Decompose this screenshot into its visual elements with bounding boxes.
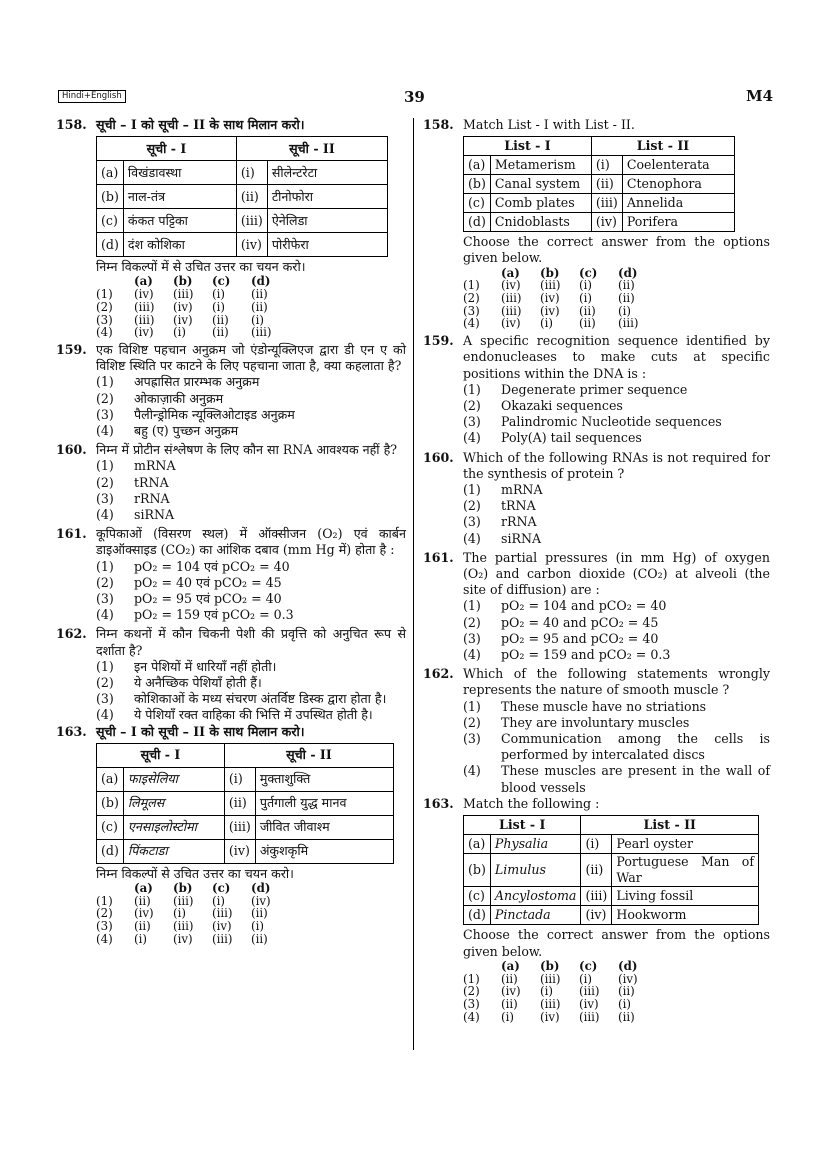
answer-row[interactable]: (3) (ii) (iii) (iv) (i) xyxy=(96,919,264,934)
answer-options: (a) (b) (c) (d) (1) (iv) (iii) (i) (ii) (2) (iii) (iv) (i) (ii) (3) (iii) (iv) (ii) (i) (4) (iv) (i) (ii) (iii) xyxy=(463,267,657,331)
option-1[interactable]: (1) mRNA xyxy=(463,481,543,497)
match-table xyxy=(96,743,394,864)
answer-row[interactable]: (2) (iii) (iv) (i) (ii) xyxy=(463,291,635,306)
list-1-header: सूची - I xyxy=(97,743,225,767)
question-stem: निम्न में प्रोटीन संश्लेषण के लिए कौन सा RNA आवश्यक नहीं है? xyxy=(96,442,398,458)
question-number: 158. xyxy=(56,117,87,132)
option-1[interactable]: (1) Degenerate primer sequence xyxy=(463,381,688,397)
list-2-header: सूची - II xyxy=(224,743,393,767)
table-row: (d) पिंकटाडा (iv) अंकुशकृमि xyxy=(97,839,394,863)
answer-row[interactable]: (1) (ii) (iii) (i) (iv) xyxy=(96,893,271,908)
list-1-header: सूची - I xyxy=(97,137,237,161)
option-2[interactable]: (2) pO₂ = 40 and pCO₂ = 45 xyxy=(463,614,659,630)
question-163-hindi: 163. सूची – I को सूची – II के साथ मिलान करो। सूची - I सूची - II (a) फाइसेलिया (i) मुक्ताशुक्ति (b) लिमूलस (ii) पुर्तगाली युद्ध मानव (c) एनसाइलोस्टोमा (iii) जीवित जीवाश्म (d) पिंकटाडा (iv) अंकुशकृमि निम्न विकल्पों से उचित उत्तर का चयन करो। (a) (b) (c) (d) (1) (ii) (iii) (i) (iv) (2) (iv) (i) (iii) (ii) (3) (ii) (iii) (iv) (i) (4) (i) (iv) (iii) (ii) xyxy=(56,724,406,946)
answer-row[interactable]: (3) (iii) (iv) (ii) (i) xyxy=(96,312,264,327)
table-row: (b) Limulus (ii) Portuguese Man of War xyxy=(464,854,759,887)
question-161-hindi: 161. कूपिकाओं (विसरण स्थल) में ऑक्सीजन (O₂) एवं कार्बन डाइऑक्साइड (CO₂) का आंशिक दबाव (mm Hg में) होता है : (1) pO₂ = 104 एवं pCO₂ = 40 (2) pO₂ = 40 एवं pCO₂ = 45 (3) pO₂ = 95 एवं pCO₂ = 40 (4) pO₂ = 159 एवं pCO₂ = 0.3 xyxy=(56,526,406,623)
list-2-header: List - II xyxy=(591,137,734,156)
answer-row[interactable]: (4) (iv) (i) (ii) (iii) xyxy=(96,325,272,340)
question-stem: एक विशिष्ट पहचान अनुक्रम जो एंडोन्यूक्लिएज द्वारा डी एन ए को विशिष्ट स्थिति पर काटने के लिए पहचाना जाता है, क्या कहलाता है? xyxy=(96,341,406,374)
question-162-english: 162. Which of the following statements wrongly represents the nature of smooth muscle ? (1) These muscle have no striations (2) They are involuntary muscles (3) Communication among the cells is performed by intercalated discs (4) These muscles are present in the wall of blood vessels xyxy=(423,666,770,795)
option-3[interactable]: (3) पैलीन्ड्रोमिक न्यूक्लिओटाइड अनुक्रम xyxy=(96,406,295,422)
table-row: (c) Comb plates (iii) Annelida xyxy=(464,194,735,213)
table-row: (c) Ancylostoma (iii) Living fossil xyxy=(464,887,759,906)
choose-instruction: Choose the correct answer from the options given below. xyxy=(463,927,770,959)
question-159-hindi: 159. एक विशिष्ट पहचान अनुक्रम जो एंडोन्यूक्लिएज द्वारा डी एन ए को विशिष्ट स्थिति पर काटने के लिए पहचाना जाता है, क्या कहलाता है? (1) अपह्रासित प्रारम्भक अनुक्रम (2) ओकाज़ाकी अनुक्रम (3) पैलीन्ड्रोमिक न्यूक्लिओटाइड अनुक्रम (4) बहु (ए) पुच्छन अनुक्रम xyxy=(56,341,406,438)
answer-row[interactable]: (1) (iv) (iii) (i) (ii) xyxy=(463,278,635,293)
option-2[interactable]: (2) ओकाज़ाकी अनुक्रम xyxy=(96,390,224,406)
option-4[interactable]: (4) siRNA xyxy=(463,530,542,546)
question-stem: A specific recognition sequence identified by endonucleases to make cuts at specific positions within the DNA is : xyxy=(463,333,770,381)
answer-row[interactable]: (4) (i) (iv) (iii) (ii) xyxy=(96,931,268,946)
page-number: 39 xyxy=(404,88,425,106)
match-table xyxy=(96,136,388,257)
option-3[interactable]: (3) rRNA xyxy=(463,514,537,530)
question-stem: Which of the following RNAs is not required for the synthesis of protein ? xyxy=(463,449,770,481)
question-160-hindi: 160. निम्न में प्रोटीन संश्लेषण के लिए कौन सा RNA आवश्यक नहीं है? (1) mRNA (2) tRNA (3) rRNA (4) siRNA xyxy=(56,442,406,523)
table-row: (b) Canal system (ii) Ctenophora xyxy=(464,175,735,194)
question-stem: निम्न कथनों में कौन चिकनी पेशी की प्रवृत्ति को अनुचित रूप से दर्शाता है? xyxy=(96,626,406,658)
question-stem: कूपिकाओं (विसरण स्थल) में ऑक्सीजन (O₂) एवं कार्बन डाइऑक्साइड (CO₂) का आंशिक दबाव (mm Hg में) होता है : xyxy=(96,526,406,558)
table-row: (b) नाल-तंत्र (ii) टीनोफोरा xyxy=(97,185,388,209)
option-3[interactable]: (3) pO₂ = 95 and pCO₂ = 40 xyxy=(463,630,659,646)
option-2[interactable]: (2) tRNA xyxy=(463,498,536,514)
table-row: (d) Pinctada (iv) Hookworm xyxy=(464,906,759,925)
list-1-header: List - I xyxy=(464,137,592,156)
answer-options: (a) (b) (c) (d) (1) (ii) (iii) (i) (iv) (2) (iv) (i) (iii) (ii) (3) (ii) (iii) (iv) (i) (4) (i) (iv) (iii) (ii) xyxy=(463,960,657,1024)
question-161-english: 161. The partial pressures (in mm Hg) of oxygen (O₂) and carbon dioxide (CO₂) at alveoli (the site of diffusion) are : (1) pO₂ = 104 and pCO₂ = 40 (2) pO₂ = 40 and pCO₂ = 45 (3) pO₂ = 95 and pCO₂ = 40 (4) pO₂ = 159 and pCO₂ = 0.3 xyxy=(423,549,770,662)
answer-row[interactable]: (4) (iv) (i) (ii) (iii) xyxy=(463,316,639,331)
option-2[interactable]: (2) They are involuntary muscles xyxy=(463,714,690,730)
language-tag: Hindi+English xyxy=(58,90,126,103)
list-1-header: List - I xyxy=(464,816,581,835)
option-3[interactable]: (3) pO₂ = 95 एवं pCO₂ = 40 xyxy=(96,590,282,606)
option-1[interactable]: (1) These muscle have no striations xyxy=(463,698,707,714)
option-1[interactable]: (1) mRNA xyxy=(96,458,176,474)
answer-row[interactable]: (2) (iv) (i) (iii) (ii) xyxy=(463,984,635,999)
option-1[interactable]: (1) pO₂ = 104 and pCO₂ = 40 xyxy=(463,598,667,614)
booklet-code: M4 xyxy=(746,87,774,105)
option-1[interactable]: (1) अपह्रासित प्रारम्भक अनुक्रम xyxy=(96,374,260,390)
question-160-english: 160. Which of the following RNAs is not required for the synthesis of protein ? (1) mRNA (2) tRNA (3) rRNA (4) siRNA xyxy=(423,449,770,546)
option-2[interactable]: (2) ये अनैच्छिक पेशियाँ होती हैं। xyxy=(96,674,262,690)
option-3[interactable]: (3) कोशिकाओं के मध्य संचरण अंतर्विष्ट डिस्क द्वारा होता है। xyxy=(96,691,387,707)
question-stem: Match the following : xyxy=(463,795,600,811)
option-3[interactable]: (3) Communication among the cells is performed by intercalated discs xyxy=(463,731,770,763)
table-row: (a) Physalia (i) Pearl oyster xyxy=(464,835,759,854)
choose-instruction: निम्न विकल्पों में से उचित उत्तर का चयन करो। xyxy=(96,259,306,275)
table-row: (c) कंकत पट्टिका (iii) ऐनेलिडा xyxy=(97,209,388,233)
question-stem: Which of the following statements wrongly represents the nature of smooth muscle ? xyxy=(463,666,770,698)
question-158-hindi xyxy=(56,117,406,339)
option-3[interactable]: (3) Palindromic Nucleotide sequences xyxy=(463,414,722,430)
choose-instruction: निम्न विकल्पों से उचित उत्तर का चयन करो। xyxy=(96,865,294,881)
table-row: (a) Metamerism (i) Coelenterata xyxy=(464,156,735,175)
option-1[interactable]: (1) pO₂ = 104 एवं pCO₂ = 40 xyxy=(96,558,290,574)
answer-row[interactable]: (2) (iii) (iv) (i) (ii) xyxy=(96,299,268,314)
table-row: (a) फाइसेलिया (i) मुक्ताशुक्ति xyxy=(97,767,394,791)
option-4[interactable]: (4) siRNA xyxy=(96,506,175,522)
question-162-hindi: 162. निम्न कथनों में कौन चिकनी पेशी की प्रवृत्ति को अनुचित रूप से दर्शाता है? (1) इन पेशियों में धारियाँ नहीं होती। (2) ये अनैच्छिक पेशियाँ होती हैं। (3) कोशिकाओं के मध्य संचरण अंतर्विष्ट डिस्क द्वारा होता है। (4) ये पेशियाँ रक्त वाहिका की भित्ति में उपस्थित होती है। xyxy=(56,626,406,723)
match-table xyxy=(463,136,735,232)
answer-row[interactable]: (2) (iv) (i) (iii) (ii) xyxy=(96,906,268,921)
choose-instruction: Choose the correct answer from the options given below. xyxy=(463,234,770,266)
answer-row[interactable]: (1) (ii) (iii) (i) (iv) xyxy=(463,971,638,986)
option-4[interactable]: (4) pO₂ = 159 एवं pCO₂ = 0.3 xyxy=(96,607,294,623)
answer-options: (a) (b) (c) (d) (1) (iv) (iii) (i) (ii) (2) (iii) (iv) (i) (ii) (3) (iii) (iv) (ii) (i) (4) (iv) (i) (ii) (iii) xyxy=(96,275,290,339)
table-row: (d) दंश कोशिका (iv) पोरीफेरा xyxy=(97,233,388,257)
table-row: (a) विखंडावस्था (i) सीलेन्टरेटा xyxy=(97,161,388,185)
answer-row[interactable]: (3) (iii) (iv) (ii) (i) xyxy=(463,303,631,318)
question-163-english: 163. Match the following : List - I List - II (a) Physalia (i) Pearl oyster (b) Limulus (ii) Portuguese Man of War (c) Ancylostoma (iii) Living fossil (d) Pinctada (iv) Hookworm Choose the correct answer from the options given below. (a) (b) (c) (d) (1) (ii) (iii) (i) (iv) (2) (iv) (i) (iii) (ii) (3) (ii) (iii) (iv) (i) (4) (i) (iv) (iii) (ii) xyxy=(423,795,770,1024)
question-158-english: 158. Match List - I with List - II. List - I List - II (a) Metamerism (i) Coelenterata (b) Canal system (ii) Ctenophora (c) Comb plates (iii) Annelida (d) Cnidoblasts (iv) Porifera Choose the correct answer from the options given below. (a) (b) (c) (d) (1) (iv) (iii) (i) (ii) (2) (iii) (iv) (i) (ii) (3) (iii) (iv) (ii) (i) (4) (iv) (i) (ii) (iii) xyxy=(423,117,770,331)
option-4[interactable]: (4) Poly(A) tail sequences xyxy=(463,430,642,446)
option-2[interactable]: (2) tRNA xyxy=(96,474,169,490)
answer-row[interactable]: (4) (i) (iv) (iii) (ii) xyxy=(463,1009,635,1024)
option-2[interactable]: (2) pO₂ = 40 एवं pCO₂ = 45 xyxy=(96,574,282,590)
answer-options: (a) (b) (c) (d) (1) (ii) (iii) (i) (iv) (2) (iv) (i) (iii) (ii) (3) (ii) (iii) (iv) (i) (4) (i) (iv) (iii) (ii) xyxy=(96,882,290,946)
question-159-english: 159. A specific recognition sequence identified by endonucleases to make cuts at specific positions within the DNA is : (1) Degenerate primer sequence (2) Okazaki sequences (3) Palindromic Nucleotide sequences (4) Poly(A) tail sequences xyxy=(423,333,770,446)
option-2[interactable]: (2) Okazaki sequences xyxy=(463,397,623,413)
hindi-column xyxy=(56,117,406,946)
column-divider xyxy=(413,118,414,1050)
answer-row[interactable]: (1) (iv) (iii) (i) (ii) xyxy=(96,287,268,302)
question-stem: सूची – I को सूची – II के साथ मिलान करो। xyxy=(96,117,305,132)
english-column xyxy=(423,117,770,1023)
table-row: (b) लिमूलस (ii) पुर्तगाली युद्ध मानव xyxy=(97,791,394,815)
option-4[interactable]: (4) pO₂ = 159 and pCO₂ = 0.3 xyxy=(463,646,671,662)
table-row: (c) एनसाइलोस्टोमा (iii) जीवित जीवाश्म xyxy=(97,815,394,839)
match-table xyxy=(463,815,759,925)
answer-row[interactable]: (3) (ii) (iii) (iv) (i) xyxy=(463,996,631,1011)
question-stem: Match List - I with List - II. xyxy=(463,117,635,132)
option-3[interactable]: (3) rRNA xyxy=(96,490,170,506)
option-4[interactable]: (4) बहु (ए) पुच्छन अनुक्रम xyxy=(96,422,239,438)
table-row: (d) Cnidoblasts (iv) Porifera xyxy=(464,213,735,232)
list-2-header: सूची - II xyxy=(236,137,387,161)
list-2-header: List - II xyxy=(581,816,759,835)
question-stem: सूची – I को सूची – II के साथ मिलान करो। xyxy=(96,723,305,739)
option-4[interactable]: (4) ये पेशियाँ रक्त वाहिका की भित्ति में उपस्थित होती है। xyxy=(96,707,373,723)
question-stem: The partial pressures (in mm Hg) of oxygen (O₂) and carbon dioxide (CO₂) at alveoli (the site of diffusion) are : xyxy=(463,549,770,598)
option-4[interactable]: (4) These muscles are present in the wall of blood vessels xyxy=(463,763,770,795)
option-1[interactable]: (1) इन पेशियों में धारियाँ नहीं होती। xyxy=(96,658,277,674)
